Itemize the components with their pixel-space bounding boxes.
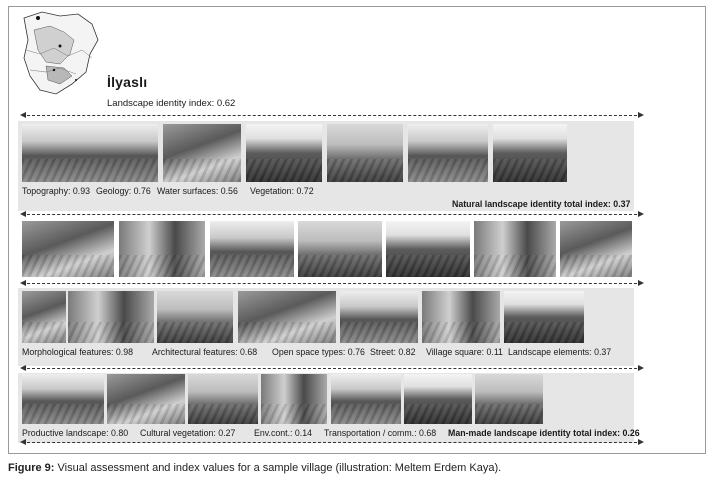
env-cont-index: Env.cont.: 0.14 [254,428,313,438]
village-marker-icon [36,16,40,20]
morphological-photo-2 [68,291,154,343]
architectural-photo [157,291,233,343]
morphological-photo-1 [22,291,66,343]
village-street-photo-4 [298,221,382,277]
village-square-index: Village square: 0.11 [426,347,503,357]
transportation-index: Transportation / comm.: 0.68 [324,428,437,438]
transportation-photo-3 [404,374,472,424]
water-surfaces-photo [246,124,322,182]
productive-landscape-photo [22,374,104,424]
village-street-photo-7 [560,221,632,277]
vegetation-photo [327,124,403,182]
geology-photo [163,124,241,182]
open-space-photo [238,291,336,343]
street-photo [340,291,418,343]
bottom-dashed-arrow [22,442,642,443]
top-dashed-arrow [22,115,642,116]
morphological-index: Morphological features: 0.98 [22,347,134,357]
village-street-photo-6 [474,221,556,277]
man-made-total-index: Man-made landscape identity total index: 0.26 [448,428,640,438]
village-name: İlyaslı [107,74,148,90]
street-index: Street: 0.82 [370,347,416,357]
natural-total-index: Natural landscape identity total index: 0.37 [452,199,631,209]
landscape-elements-photo [504,291,584,343]
architectural-index: Architectural features: 0.68 [152,347,258,357]
topography-photo [22,124,158,182]
village-street-photo-2 [119,221,205,277]
caption-text: Visual assessment and index values for a sample village (illustration: Meltem Erdem Kaya). [54,462,502,474]
row-4-dashed-arrow [22,368,642,369]
landscape-identity-index: Landscape identity index: 0.62 [107,98,236,109]
row-3-dashed-arrow [22,283,642,284]
transportation-photo-2 [331,374,401,424]
water-surfaces-index: Water surfaces: 0.56 [157,186,238,196]
row-2-dashed-arrow [22,214,642,215]
village-street-photo-3 [210,221,294,277]
village-street-photo-5 [386,221,470,277]
landscape-photo-6 [493,124,567,182]
topography-index: Topography: 0.93 [22,186,90,196]
figure-label: Figure 9: [8,462,55,474]
village-street-photo-1 [22,221,114,277]
env-cont-photo [188,374,258,424]
cultural-vegetation-index: Cultural vegetation: 0.27 [140,428,236,438]
vegetation-index: Vegetation: 0.72 [250,186,314,196]
geology-index: Geology: 0.76 [96,186,151,196]
figure-caption [8,462,501,474]
landscape-elements-index: Landscape elements: 0.37 [508,347,612,357]
man-made-photo [475,374,543,424]
landscape-photo-5 [408,124,488,182]
village-square-photo [422,291,500,343]
cultural-vegetation-photo [107,374,185,424]
productive-landscape-index: Productive landscape: 0.80 [22,428,129,438]
transportation-photo-1 [261,374,327,424]
location-map [20,10,100,100]
open-space-index: Open space types: 0.76 [272,347,365,357]
